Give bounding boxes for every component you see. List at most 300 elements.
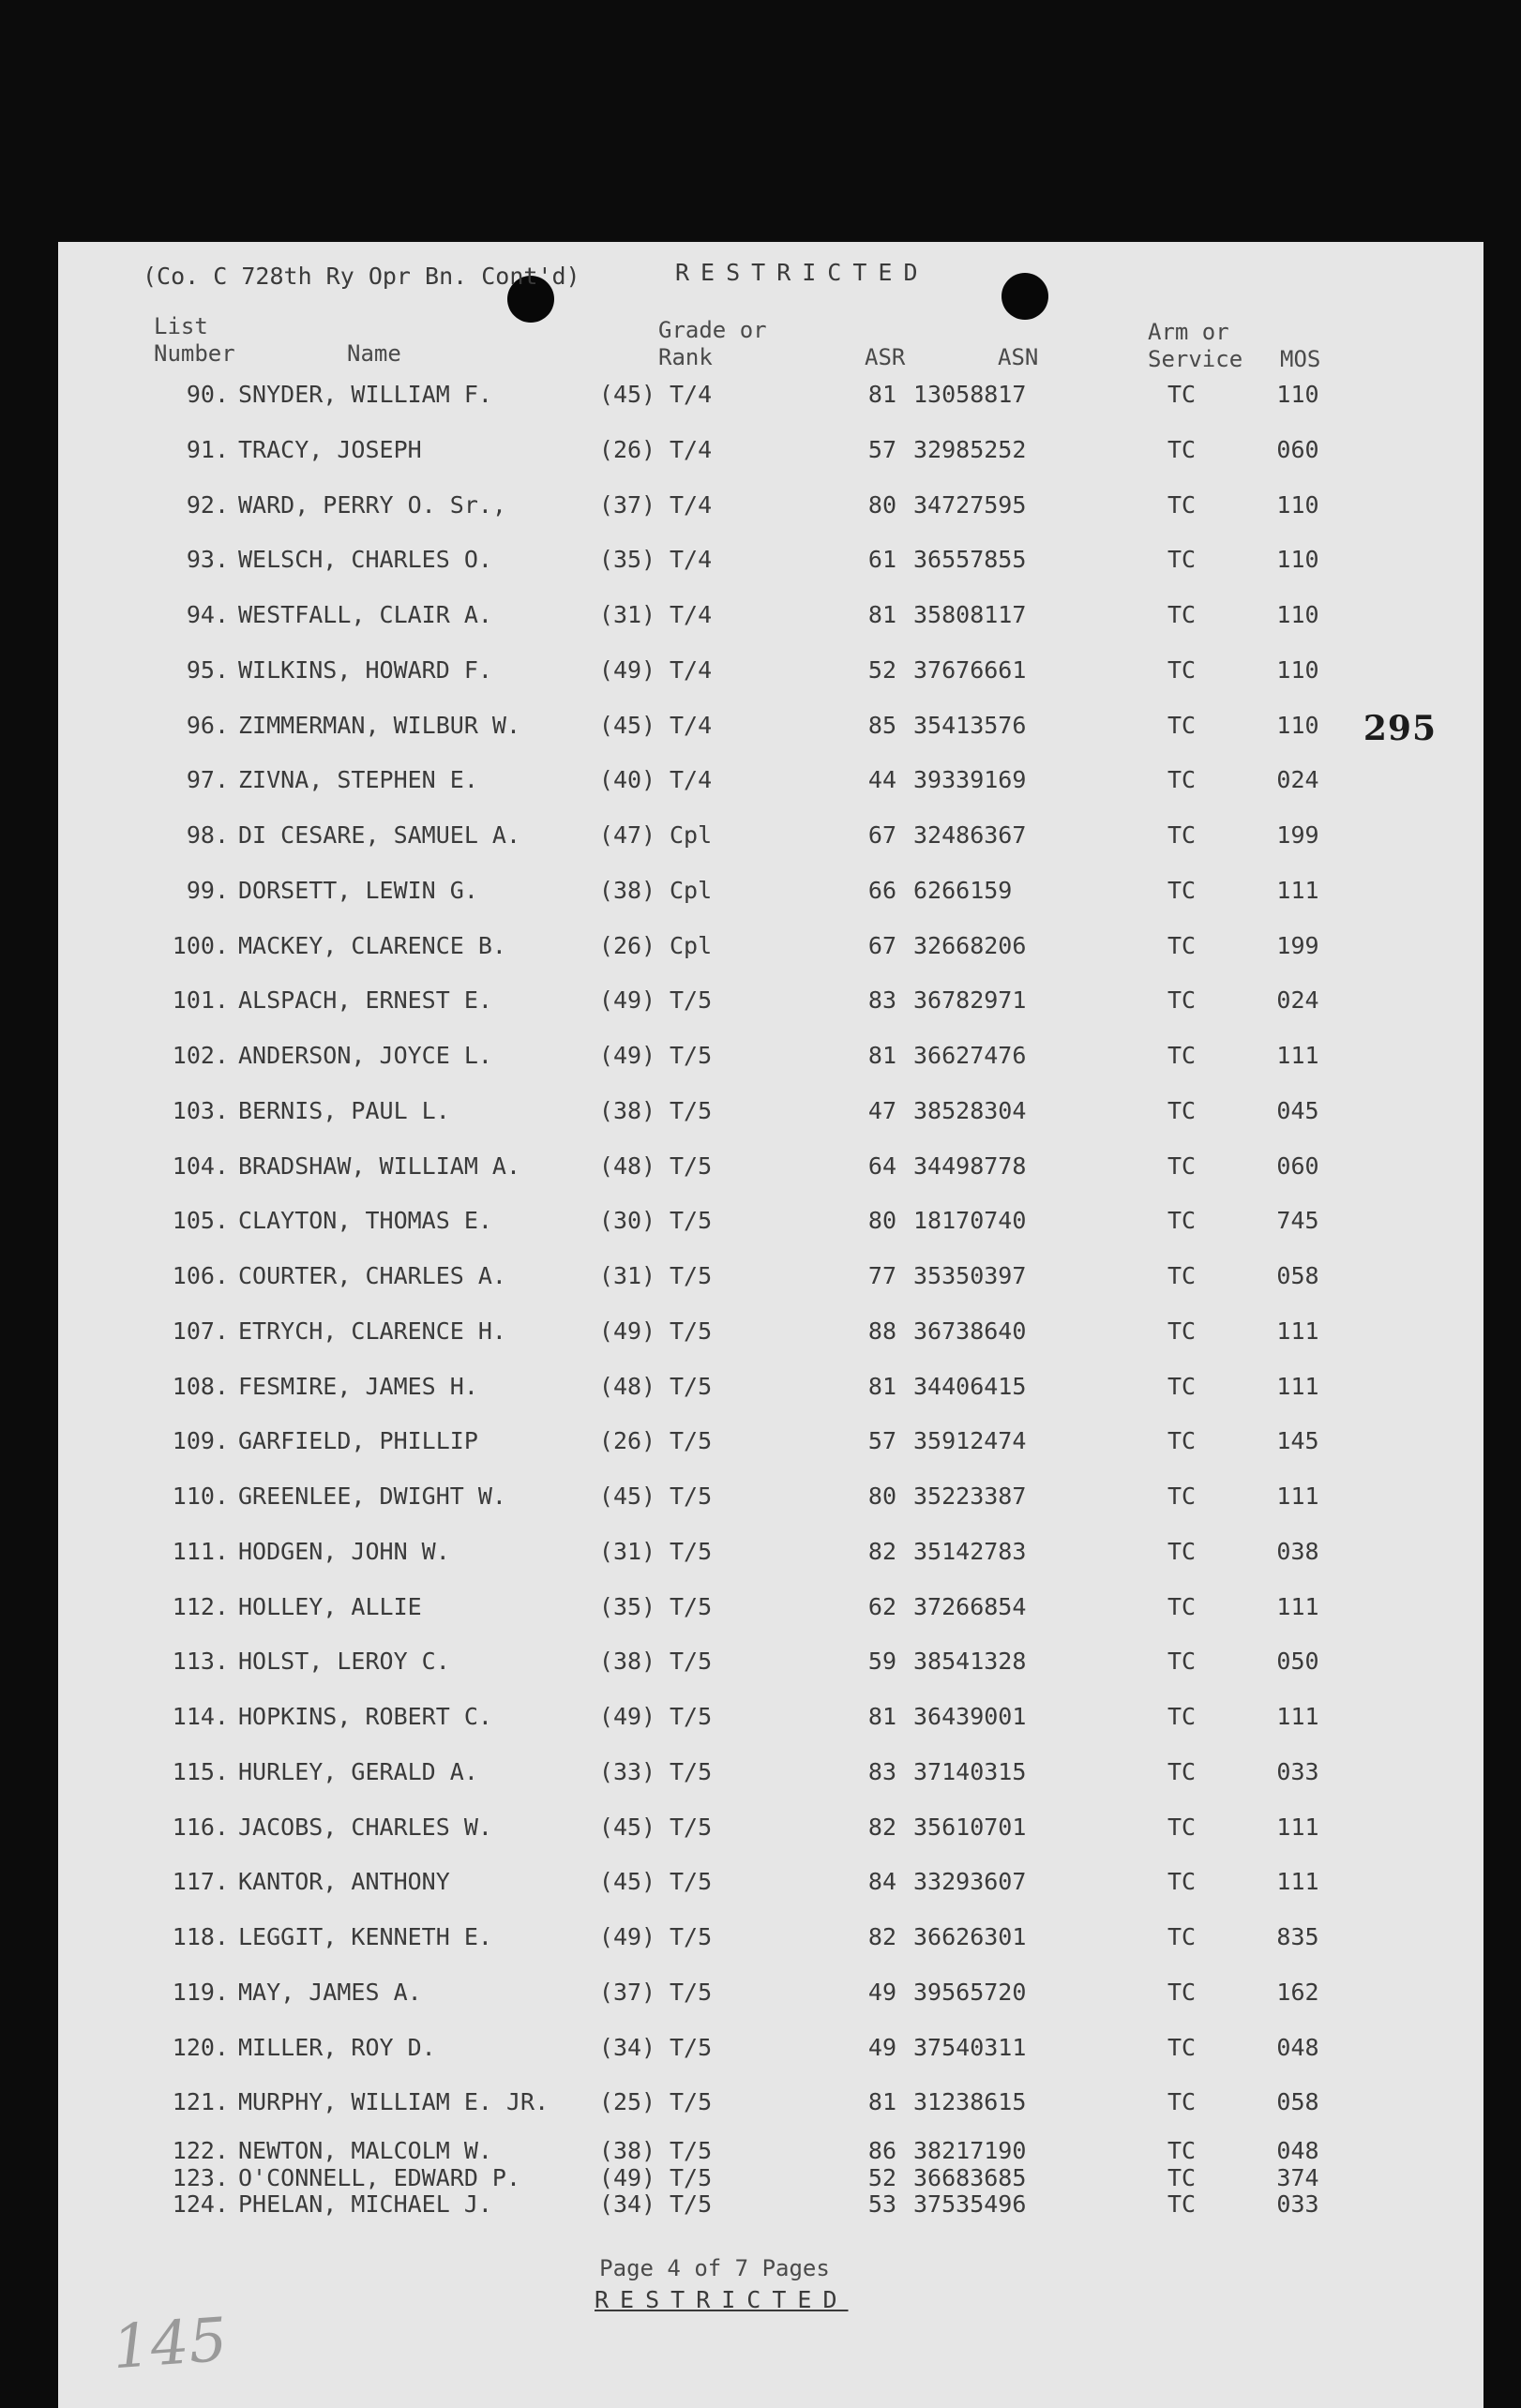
cell-age: (45) (598, 1813, 656, 1841)
cell-name: WILKINS, HOWARD F. (238, 655, 492, 684)
cell-mos: 111 (1276, 1317, 1319, 1345)
cell-grade: T/5 (670, 1262, 713, 1289)
cell-name: ZIVNA, STEPHEN E. (238, 766, 478, 794)
cell-grade: T/5 (670, 2088, 713, 2116)
cell-num: 120. (172, 2033, 229, 2061)
cell-arm: TC (1167, 1923, 1197, 1950)
cell-num: 104. (172, 1151, 229, 1180)
cell-name: ZIMMERMAN, WILBUR W. (238, 711, 521, 739)
cell-asr: 82 (867, 1537, 896, 1565)
table-row (58, 1317, 1483, 1355)
cell-mos: 374 (1276, 2164, 1319, 2191)
cell-age: (37) (598, 490, 656, 519)
cell-asn: 37676661 (913, 655, 1027, 684)
cell-name: DORSETT, LEWIN G. (238, 876, 478, 904)
cell-mos: 060 (1276, 1151, 1319, 1180)
table-row (58, 1042, 1483, 1079)
cell-num: 109. (172, 1427, 229, 1455)
cell-age: (26) (598, 435, 656, 463)
table-row (58, 601, 1483, 639)
cell-grade: Cpl (670, 821, 713, 849)
cell-num: 113. (172, 1648, 229, 1676)
cell-mos: 111 (1276, 1703, 1319, 1730)
cell-asn: 35413576 (913, 711, 1027, 739)
cell-num: 98. (186, 821, 229, 849)
cell-asn: 36738640 (913, 1317, 1027, 1345)
cell-arm: TC (1167, 1757, 1197, 1785)
cell-age: (49) (598, 986, 656, 1015)
cell-grade: T/4 (670, 655, 713, 684)
cell-mos: 024 (1276, 986, 1319, 1015)
column-header-grade-line2: Rank (658, 344, 713, 370)
cell-asr: 49 (867, 1978, 896, 2006)
cell-mos: 835 (1276, 1923, 1319, 1950)
cell-arm: TC (1167, 986, 1197, 1015)
cell-grade: T/5 (670, 1868, 713, 1896)
cell-num: 108. (172, 1372, 229, 1400)
cell-asn: 38217190 (913, 2137, 1027, 2164)
cell-mos: 038 (1276, 1537, 1319, 1565)
cell-grade: T/5 (670, 1151, 713, 1180)
cell-grade: T/5 (670, 986, 713, 1015)
cell-arm: TC (1167, 655, 1197, 684)
table-row (58, 1097, 1483, 1135)
cell-mos: 111 (1276, 1042, 1319, 1069)
cell-asr: 88 (867, 1317, 896, 1345)
cell-grade: T/5 (670, 1372, 713, 1400)
cell-asr: 53 (867, 2190, 896, 2218)
table-row (58, 821, 1483, 859)
cell-age: (49) (598, 1923, 656, 1950)
cell-mos: 060 (1276, 435, 1319, 463)
cell-num: 114. (172, 1703, 229, 1730)
cell-asr: 82 (867, 1813, 896, 1841)
column-header-arm (1148, 319, 1242, 373)
cell-age: (25) (598, 2088, 656, 2116)
cell-asr: 80 (867, 1482, 896, 1510)
cell-asn: 37140315 (913, 1757, 1027, 1785)
column-header-asn: ASN (998, 344, 1039, 370)
cell-arm: TC (1167, 2088, 1197, 2116)
cell-asr: 83 (867, 986, 896, 1015)
cell-mos: 162 (1276, 1978, 1319, 2006)
cell-mos: 033 (1276, 2190, 1319, 2218)
cell-age: (45) (598, 1482, 656, 1510)
cell-grade: T/5 (670, 1978, 713, 2006)
cell-mos: 058 (1276, 2088, 1319, 2116)
cell-asn: 32985252 (913, 435, 1027, 463)
cell-mos: 024 (1276, 766, 1319, 794)
cell-asr: 83 (867, 1757, 896, 1785)
cell-asn: 36557855 (913, 546, 1027, 574)
cell-name: LEGGIT, KENNETH E. (238, 1923, 492, 1950)
cell-name: HOLLEY, ALLIE (238, 1592, 422, 1620)
cell-asn: 39339169 (913, 766, 1027, 794)
cell-num: 103. (172, 1096, 229, 1124)
cell-asr: 62 (867, 1592, 896, 1620)
cell-asr: 85 (867, 711, 896, 739)
cell-name: KANTOR, ANTHONY (238, 1868, 450, 1896)
cell-asr: 57 (867, 435, 896, 463)
cell-grade: T/5 (670, 1482, 713, 1510)
column-header-asr: ASR (865, 344, 906, 370)
cell-num: 105. (172, 1207, 229, 1235)
table-row (58, 436, 1483, 474)
cell-grade: T/4 (670, 766, 713, 794)
cell-age: (47) (598, 821, 656, 849)
table-row (58, 1262, 1483, 1300)
cell-grade: T/4 (670, 546, 713, 574)
cell-asn: 6266159 (913, 876, 1013, 904)
table-row (58, 932, 1483, 970)
cell-name: GREENLEE, DWIGHT W. (238, 1482, 506, 1510)
cell-arm: TC (1167, 821, 1197, 849)
cell-asn: 31238615 (913, 2088, 1027, 2116)
cell-name: WESTFALL, CLAIR A. (238, 601, 492, 628)
cell-asn: 36683685 (913, 2164, 1027, 2191)
cell-asr: 82 (867, 1923, 896, 1950)
cell-grade: T/5 (670, 2190, 713, 2218)
cell-name: GARFIELD, PHILLIP (238, 1427, 478, 1455)
cell-arm: TC (1167, 2137, 1197, 2164)
cell-asr: 67 (867, 931, 896, 959)
cell-age: (48) (598, 1372, 656, 1400)
cell-age: (40) (598, 766, 656, 794)
cell-grade: T/5 (670, 1096, 713, 1124)
cell-asr: 47 (867, 1096, 896, 1124)
cell-age: (31) (598, 1537, 656, 1565)
cell-age: (38) (598, 1648, 656, 1676)
cell-asn: 39565720 (913, 1978, 1027, 2006)
cell-arm: TC (1167, 931, 1197, 959)
cell-age: (35) (598, 546, 656, 574)
cell-num: 106. (172, 1262, 229, 1289)
cell-grade: T/5 (670, 1427, 713, 1455)
cell-asn: 36439001 (913, 1703, 1027, 1730)
table-row (58, 1979, 1483, 2016)
cell-grade: T/4 (670, 381, 713, 408)
cell-asn: 36627476 (913, 1042, 1027, 1069)
column-header-name: Name (347, 340, 401, 367)
handwritten-note: 145 (110, 2305, 230, 2384)
column-header-grade (658, 317, 767, 371)
table-row (58, 1758, 1483, 1796)
cell-asn: 35610701 (913, 1813, 1027, 1841)
cell-asr: 86 (867, 2137, 896, 2164)
cell-mos: 033 (1276, 1757, 1319, 1785)
cell-arm: TC (1167, 2033, 1197, 2061)
cell-asr: 44 (867, 766, 896, 794)
cell-arm: TC (1167, 876, 1197, 904)
cell-asr: 49 (867, 2033, 896, 2061)
cell-asr: 66 (867, 876, 896, 904)
cell-asr: 81 (867, 1703, 896, 1730)
cell-mos: 145 (1276, 1427, 1319, 1455)
cell-arm: TC (1167, 1868, 1197, 1896)
cell-name: MAY, JAMES A. (238, 1978, 422, 2006)
cell-grade: T/5 (670, 1813, 713, 1841)
cell-num: 96. (186, 711, 229, 739)
cell-arm: TC (1167, 1151, 1197, 1180)
cell-grade: Cpl (670, 876, 713, 904)
table-row (58, 1152, 1483, 1190)
cell-age: (45) (598, 1868, 656, 1896)
cell-num: 110. (172, 1482, 229, 1510)
cell-asn: 13058817 (913, 381, 1027, 408)
table-row (58, 1373, 1483, 1410)
cell-asn: 34498778 (913, 1151, 1027, 1180)
table-row (58, 2034, 1483, 2071)
cell-num: 99. (186, 876, 229, 904)
cell-asr: 81 (867, 2088, 896, 2116)
table-row (58, 656, 1483, 694)
table-row (58, 1648, 1483, 1685)
cell-asr: 80 (867, 490, 896, 519)
cell-num: 115. (172, 1757, 229, 1785)
cell-num: 122. (172, 2137, 229, 2164)
cell-asn: 37535496 (913, 2190, 1027, 2218)
document-page (58, 242, 1483, 2408)
cell-mos: 110 (1276, 490, 1319, 519)
cell-asr: 61 (867, 546, 896, 574)
cell-asn: 38528304 (913, 1096, 1027, 1124)
cell-name: HODGEN, JOHN W. (238, 1537, 450, 1565)
cell-arm: TC (1167, 381, 1197, 408)
cell-grade: T/4 (670, 601, 713, 628)
table-row (58, 1814, 1483, 1851)
cell-name: HURLEY, GERALD A. (238, 1757, 478, 1785)
cell-asr: 52 (867, 655, 896, 684)
cell-age: (34) (598, 2190, 656, 2218)
cell-arm: TC (1167, 1978, 1197, 2006)
cell-num: 100. (172, 931, 229, 959)
cell-name: MACKEY, CLARENCE B. (238, 931, 506, 959)
cell-grade: T/4 (670, 435, 713, 463)
cell-name: O'CONNELL, EDWARD P. (238, 2164, 521, 2191)
cell-grade: T/5 (670, 2137, 713, 2164)
cell-asn: 32486367 (913, 821, 1027, 849)
cell-asr: 81 (867, 601, 896, 628)
cell-arm: TC (1167, 1648, 1197, 1676)
cell-age: (37) (598, 1978, 656, 2006)
cell-grade: T/5 (670, 1042, 713, 1069)
cell-name: HOPKINS, ROBERT C. (238, 1703, 492, 1730)
cell-arm: TC (1167, 1042, 1197, 1069)
cell-num: 93. (186, 546, 229, 574)
column-header-arm-line2: Service (1148, 346, 1243, 372)
cell-num: 112. (172, 1592, 229, 1620)
cell-arm: TC (1167, 1703, 1197, 1730)
cell-age: (26) (598, 931, 656, 959)
cell-age: (35) (598, 1592, 656, 1620)
cell-name: ETRYCH, CLARENCE H. (238, 1317, 506, 1345)
cell-num: 121. (172, 2088, 229, 2116)
table-row (58, 2088, 1483, 2126)
cell-asr: 52 (867, 2164, 896, 2191)
cell-asn: 37266854 (913, 1592, 1027, 1620)
page-count-text: Page 4 of 7 Pages (599, 2255, 830, 2281)
cell-asn: 18170740 (913, 1207, 1027, 1235)
cell-grade: T/5 (670, 2033, 713, 2061)
classification-header: RESTRICTED (675, 259, 929, 286)
cell-mos: 111 (1276, 1372, 1319, 1400)
cell-age: (34) (598, 2033, 656, 2061)
cell-asn: 33293607 (913, 1868, 1027, 1896)
cell-grade: T/5 (670, 1923, 713, 1950)
cell-arm: TC (1167, 1592, 1197, 1620)
table-row (58, 1427, 1483, 1465)
cell-name: HOLST, LEROY C. (238, 1648, 450, 1676)
cell-num: 94. (186, 601, 229, 628)
table-row (58, 1482, 1483, 1520)
cell-age: (48) (598, 1151, 656, 1180)
cell-age: (30) (598, 1207, 656, 1235)
cell-num: 123. (172, 2164, 229, 2191)
cell-num: 107. (172, 1317, 229, 1345)
cell-asr: 80 (867, 1207, 896, 1235)
cell-name: ALSPACH, ERNEST E. (238, 986, 492, 1015)
cell-age: (49) (598, 655, 656, 684)
cell-num: 101. (172, 986, 229, 1015)
cell-asn: 38541328 (913, 1648, 1027, 1676)
cell-asn: 35350397 (913, 1262, 1027, 1289)
column-header-arm-line1: Arm or (1148, 319, 1229, 345)
column-header-list-line2: Number (154, 340, 235, 367)
table-row (58, 1923, 1483, 1961)
cell-asn: 36626301 (913, 1923, 1027, 1950)
cell-mos: 111 (1276, 876, 1319, 904)
cell-age: (38) (598, 876, 656, 904)
table-row (58, 1538, 1483, 1575)
page-stamp-number: 295 (1363, 709, 1437, 748)
table-row (58, 877, 1483, 914)
cell-mos: 110 (1276, 711, 1319, 739)
cell-asn: 32668206 (913, 931, 1027, 959)
cell-grade: T/5 (670, 1648, 713, 1676)
cell-mos: 050 (1276, 1648, 1319, 1676)
cell-arm: TC (1167, 1372, 1197, 1400)
cell-age: (49) (598, 1042, 656, 1069)
cell-name: MILLER, ROY D. (238, 2033, 436, 2061)
cell-age: (49) (598, 2164, 656, 2191)
cell-name: JACOBS, CHARLES W. (238, 1813, 492, 1841)
cell-asr: 81 (867, 1372, 896, 1400)
cell-arm: TC (1167, 546, 1197, 574)
cell-grade: T/5 (670, 1207, 713, 1235)
cell-name: BERNIS, PAUL L. (238, 1096, 450, 1124)
cell-asn: 35223387 (913, 1482, 1027, 1510)
cell-name: BRADSHAW, WILLIAM A. (238, 1151, 521, 1180)
table-row (58, 766, 1483, 804)
cell-mos: 111 (1276, 1868, 1319, 1896)
table-row (58, 986, 1483, 1024)
classification-footer: RESTRICTED (595, 2286, 849, 2313)
cell-arm: TC (1167, 1096, 1197, 1124)
cell-age: (33) (598, 1757, 656, 1785)
cell-name: WELSCH, CHARLES O. (238, 546, 492, 574)
cell-num: 97. (186, 766, 229, 794)
cell-grade: T/5 (670, 2164, 713, 2191)
cell-asr: 67 (867, 821, 896, 849)
table-row (58, 491, 1483, 529)
cell-mos: 048 (1276, 2137, 1319, 2164)
cell-arm: TC (1167, 1813, 1197, 1841)
cell-name: MURPHY, WILLIAM E. JR. (238, 2088, 550, 2116)
cell-asn: 35808117 (913, 601, 1027, 628)
cell-age: (31) (598, 601, 656, 628)
table-row (58, 1593, 1483, 1631)
cell-mos: 111 (1276, 1592, 1319, 1620)
table-row (58, 712, 1483, 749)
cell-arm: TC (1167, 1482, 1197, 1510)
cell-asr: 81 (867, 1042, 896, 1069)
table-row (58, 1703, 1483, 1740)
cell-num: 118. (172, 1923, 229, 1950)
cell-asr: 81 (867, 381, 896, 408)
cell-arm: TC (1167, 1262, 1197, 1289)
cell-asr: 59 (867, 1648, 896, 1676)
cell-asr: 84 (867, 1868, 896, 1896)
cell-num: 95. (186, 655, 229, 684)
cell-age: (26) (598, 1427, 656, 1455)
cell-asn: 36782971 (913, 986, 1027, 1015)
cell-num: 117. (172, 1868, 229, 1896)
table-row (58, 2190, 1483, 2228)
punch-hole-right (1001, 273, 1048, 320)
cell-grade: T/4 (670, 711, 713, 739)
cell-mos: 110 (1276, 601, 1319, 628)
cell-num: 116. (172, 1813, 229, 1841)
column-header-mos: MOS (1280, 346, 1321, 372)
cell-num: 111. (172, 1537, 229, 1565)
cell-mos: 110 (1276, 381, 1319, 408)
table-row (58, 1868, 1483, 1905)
page-count (58, 2255, 1483, 2281)
cell-age: (49) (598, 1317, 656, 1345)
cell-age: (49) (598, 1703, 656, 1730)
cell-name: PHELAN, MICHAEL J. (238, 2190, 492, 2218)
cell-grade: T/5 (670, 1537, 713, 1565)
cell-name: TRACY, JOSEPH (238, 435, 422, 463)
cell-mos: 110 (1276, 655, 1319, 684)
cell-arm: TC (1167, 2164, 1197, 2191)
cell-name: COURTER, CHARLES A. (238, 1262, 506, 1289)
cell-arm: TC (1167, 435, 1197, 463)
cell-arm: TC (1167, 601, 1197, 628)
cell-arm: TC (1167, 1537, 1197, 1565)
cell-grade: T/5 (670, 1592, 713, 1620)
table-row (58, 381, 1483, 418)
cell-mos: 045 (1276, 1096, 1319, 1124)
cell-num: 92. (186, 490, 229, 519)
cell-name: FESMIRE, JAMES H. (238, 1372, 478, 1400)
cell-name: SNYDER, WILLIAM F. (238, 381, 492, 408)
cell-mos: 058 (1276, 1262, 1319, 1289)
cell-arm: TC (1167, 711, 1197, 739)
cell-arm: TC (1167, 766, 1197, 794)
cell-asn: 35912474 (913, 1427, 1027, 1455)
cell-num: 102. (172, 1042, 229, 1069)
cell-asr: 57 (867, 1427, 896, 1455)
cell-age: (31) (598, 1262, 656, 1289)
cell-asn: 34406415 (913, 1372, 1027, 1400)
cell-asn: 35142783 (913, 1537, 1027, 1565)
cell-name: NEWTON, MALCOLM W. (238, 2137, 492, 2164)
cell-arm: TC (1167, 2190, 1197, 2218)
cell-mos: 110 (1276, 546, 1319, 574)
cell-asn: 37540311 (913, 2033, 1027, 2061)
cell-mos: 199 (1276, 931, 1319, 959)
